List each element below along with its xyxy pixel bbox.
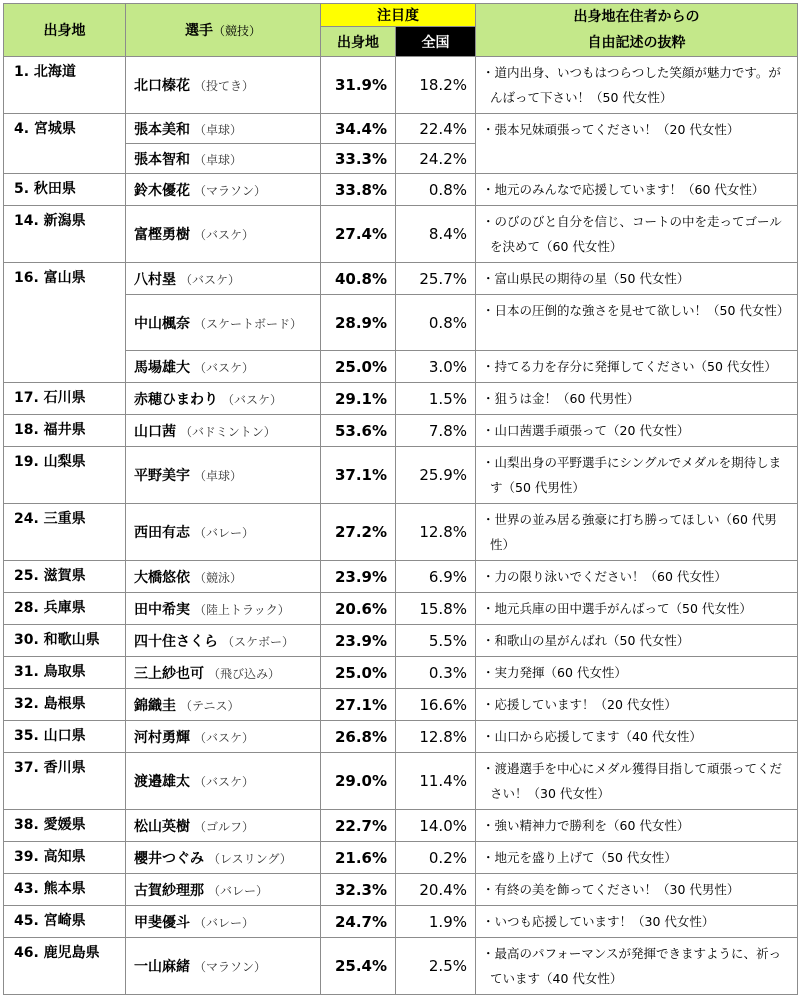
local-rate: 33.3% [321,144,396,174]
local-rate: 22.7% [321,810,396,842]
athlete-sport: （バスケ） [222,392,283,407]
comment-cell [476,625,798,657]
athlete-cell [126,57,321,114]
comment-text: ・実力発揮（60 代女性） [482,665,627,680]
comment-text: ・世界の並み居る強豪に打ち勝ってほしい（60 代男性） [482,512,777,552]
athlete-cell [126,721,321,753]
athlete-cell [126,415,321,447]
athlete-cell [126,263,321,295]
prefecture-cell: 30. 和歌山県 [4,625,126,657]
comment-text: ・渡邉選手を中心にメダル獲得目指して頑張ってください！（30 代女性） [482,761,783,801]
comment-cell [476,114,798,174]
table-row [4,114,798,144]
table-row [4,447,798,504]
local-rate: 31.9% [321,57,396,114]
table-row [4,206,798,263]
comment-cell [476,842,798,874]
national-rate: 7.8% [396,415,476,447]
athlete-sport: （陸上トラック） [194,602,290,617]
athlete-name: 山口茜 [134,423,176,440]
comment-cell [476,689,798,721]
local-rate: 20.6% [321,593,396,625]
comment-cell [476,351,798,383]
comment-cell [476,753,798,810]
national-rate: 18.2% [396,57,476,114]
prefecture-cell: 4. 宮城県 [4,114,126,174]
athlete-sport: （バスケ） [194,228,255,242]
comment-text: ・応援しています！（20 代女性） [482,697,677,712]
local-rate: 53.6% [321,415,396,447]
header-athlete: 選手（競技） [126,4,321,57]
athlete-cell [126,144,321,174]
national-rate: 2.5% [396,938,476,995]
athlete-sport: （スケボー） [222,634,295,649]
national-rate: 15.8% [396,593,476,625]
athlete-cell [126,689,321,721]
athlete-sport: （レスリング） [208,851,292,866]
prefecture-cell: 16. 富山県 [4,263,126,383]
athlete-sport: （バドミントン） [180,424,276,439]
table-row [4,721,798,753]
header-comment: 出身地在住者からの 自由記述の抜粋 [476,4,798,57]
comment-text: ・和歌山の星がんばれ（50 代女性） [482,633,690,648]
national-rate: 3.0% [396,351,476,383]
athlete-cell [126,174,321,206]
athlete-sport: （競泳） [194,570,243,585]
athlete-cell [126,114,321,144]
comment-cell [476,295,798,351]
comment-cell [476,263,798,295]
national-rate: 11.4% [396,753,476,810]
athlete-name: 鈴木優花 [134,182,190,199]
athlete-cell [126,561,321,593]
table-row [4,57,798,114]
local-rate: 25.4% [321,938,396,995]
table-row [4,689,798,721]
athlete-sport: （ゴルフ） [194,819,255,834]
national-rate: 20.4% [396,874,476,906]
athlete-sport: （投てき） [194,79,255,93]
athlete-sport: （バスケ） [194,730,255,745]
prefecture-cell: 38. 愛媛県 [4,810,126,842]
prefecture-cell: 45. 宮崎県 [4,906,126,938]
athlete-name: 張本美和 [134,121,190,138]
prefecture-cell: 32. 島根県 [4,689,126,721]
athlete-cell [126,351,321,383]
comment-text: ・地元のみんなで応援しています！（60 代女性） [482,182,765,197]
athlete-cell [126,295,321,351]
prefecture-cell: 5. 秋田県 [4,174,126,206]
local-rate: 25.0% [321,351,396,383]
local-rate: 29.0% [321,753,396,810]
comment-text: ・強い精神力で勝利を（60 代女性） [482,818,690,833]
athlete-name: 大橋悠依 [134,569,190,586]
athlete-cell [126,504,321,561]
national-rate: 25.9% [396,447,476,504]
national-rate: 8.4% [396,206,476,263]
local-rate: 23.9% [321,561,396,593]
table-row [4,415,798,447]
national-rate: 14.0% [396,810,476,842]
athlete-name: 富樫勇樹 [134,227,190,243]
prefecture-cell: 31. 鳥取県 [4,657,126,689]
local-rate: 27.1% [321,689,396,721]
athlete-name: 松山英樹 [134,818,190,835]
athlete-cell [126,447,321,504]
comment-text: ・富山県民の期待の星（50 代女性） [482,271,690,286]
table-row [4,810,798,842]
comment-cell [476,174,798,206]
comment-text: ・最高のパフォーマンスが発揮できますように、祈っています（40 代女性） [482,946,782,986]
local-rate: 23.9% [321,625,396,657]
national-rate: 0.8% [396,295,476,351]
local-rate: 26.8% [321,721,396,753]
athlete-sport: （マラソン） [194,960,267,974]
comment-text: ・有終の美を飾ってください！（30 代男性） [482,882,740,897]
table-row [4,561,798,593]
header-attention: 注目度 [321,4,476,27]
comment-text: ・山口から応援してます（40 代女性） [482,729,702,744]
national-rate: 12.8% [396,721,476,753]
prefecture-cell: 43. 熊本県 [4,874,126,906]
header-birthplace: 出身地 [4,4,126,57]
comment-text: ・いつも応援しています！（30 代女性） [482,914,715,929]
table-row [4,383,798,415]
athlete-name: 平野美宇 [134,468,190,484]
table-row [4,593,798,625]
athlete-sport: （バスケ） [194,775,255,789]
prefecture-cell: 35. 山口県 [4,721,126,753]
table-row [4,174,798,206]
local-rate: 37.1% [321,447,396,504]
comment-cell [476,874,798,906]
comment-text: ・日本の圧倒的な強さを見せて欲しい！（50 代女性） [482,303,790,318]
prefecture-cell: 14. 新潟県 [4,206,126,263]
athlete-sport: （飛び込み） [208,666,281,681]
local-rate: 34.4% [321,114,396,144]
comment-cell [476,938,798,995]
comment-cell [476,721,798,753]
athlete-sport: （バレー） [208,883,269,898]
local-rate: 27.4% [321,206,396,263]
local-rate: 40.8% [321,263,396,295]
comment-text: ・山梨出身の平野選手にシングルでメダルを期待します（50 代男性） [482,455,782,495]
athlete-cell [126,753,321,810]
header-local: 出身地 [321,27,396,57]
comment-text: ・道内出身、いつもはつらつした笑顔が魅力です。がんばって下さい！（50 代女性） [482,65,781,105]
local-rate: 27.2% [321,504,396,561]
athlete-name: 錦織圭 [134,697,176,714]
table-row [4,504,798,561]
athlete-cell [126,810,321,842]
national-rate: 6.9% [396,561,476,593]
athlete-cell [126,906,321,938]
prefecture-cell: 46. 鹿児島県 [4,938,126,995]
table-row [4,842,798,874]
athlete-name: 甲斐優斗 [134,914,190,931]
athlete-name: 中山楓奈 [134,315,190,332]
athlete-sport: （スケートボード） [194,316,303,331]
prefecture-cell: 39. 高知県 [4,842,126,874]
table-row [4,263,798,295]
local-rate: 32.3% [321,874,396,906]
comment-cell [476,206,798,263]
local-rate: 24.7% [321,906,396,938]
national-rate: 25.7% [396,263,476,295]
table-row [4,657,798,689]
table-row [4,625,798,657]
athlete-sport: （卓球） [194,152,243,167]
athlete-name: 河村勇輝 [134,729,190,746]
athlete-sport: （バスケ） [194,360,255,375]
comment-text: ・張本兄妹頑張ってください！（20 代女性） [482,122,740,137]
athlete-sport: （バスケ） [180,272,241,287]
prefecture-cell: 17. 石川県 [4,383,126,415]
comment-cell [476,810,798,842]
comment-text: ・地元を盛り上げて（50 代女性） [482,850,677,865]
table-row [4,906,798,938]
national-rate: 16.6% [396,689,476,721]
athlete-cell [126,842,321,874]
athlete-name: 古賀紗理那 [134,882,204,899]
national-rate: 5.5% [396,625,476,657]
comment-cell [476,415,798,447]
local-rate: 29.1% [321,383,396,415]
table-row [4,753,798,810]
athlete-name: 西田有志 [134,525,190,541]
athlete-name: 張本智和 [134,151,190,168]
athlete-cell [126,206,321,263]
athlete-name: 三上紗也可 [134,665,204,682]
prefecture-cell: 24. 三重県 [4,504,126,561]
local-rate: 21.6% [321,842,396,874]
athlete-sport: （卓球） [194,122,243,137]
national-rate: 12.8% [396,504,476,561]
comment-cell [476,57,798,114]
athlete-name: 北口榛花 [134,78,190,94]
survey-table [3,3,798,995]
comment-text: ・地元兵庫の田中選手がんばって（50 代女性） [482,601,752,616]
athlete-cell [126,874,321,906]
athlete-name: 四十住さくら [134,633,218,650]
comment-text: ・山口茜選手頑張って（20 代女性） [482,423,690,438]
header-national: 全国 [396,27,476,57]
comment-cell [476,593,798,625]
athlete-cell [126,383,321,415]
national-rate: 1.9% [396,906,476,938]
prefecture-cell: 25. 滋賀県 [4,561,126,593]
prefecture-cell: 1. 北海道 [4,57,126,114]
prefecture-cell: 18. 福井県 [4,415,126,447]
athlete-name: 八村塁 [134,271,176,288]
prefecture-cell: 28. 兵庫県 [4,593,126,625]
comment-cell [476,504,798,561]
comment-cell [476,561,798,593]
local-rate: 25.0% [321,657,396,689]
comment-text: ・持てる力を存分に発揮してください（50 代女性） [482,359,777,374]
athlete-name: 馬場雄大 [134,359,190,376]
athlete-sport: （マラソン） [194,183,267,198]
national-rate: 22.4% [396,114,476,144]
local-rate: 28.9% [321,295,396,351]
athlete-name: 田中希実 [134,601,190,618]
athlete-name: 渡邉雄太 [134,774,190,790]
athlete-cell [126,593,321,625]
athlete-sport: （バレー） [194,526,255,540]
national-rate: 0.2% [396,842,476,874]
national-rate: 0.3% [396,657,476,689]
national-rate: 0.8% [396,174,476,206]
table-row [4,874,798,906]
table-row [4,938,798,995]
athlete-name: 櫻井つぐみ [134,850,204,867]
comment-text: ・のびのびと自分を信じ、コートの中を走ってゴールを決めて（60 代女性） [482,214,782,254]
national-rate: 1.5% [396,383,476,415]
athlete-name: 赤穂ひまわり [134,391,218,408]
national-rate: 24.2% [396,144,476,174]
athlete-sport: （卓球） [194,469,243,483]
athlete-cell [126,938,321,995]
athlete-cell [126,657,321,689]
comment-text: ・力の限り泳いでください！（60 代女性） [482,569,727,584]
athlete-cell [126,625,321,657]
prefecture-cell: 19. 山梨県 [4,447,126,504]
comment-cell [476,906,798,938]
comment-cell [476,383,798,415]
comment-cell [476,657,798,689]
local-rate: 33.8% [321,174,396,206]
athlete-sport: （バレー） [194,915,255,930]
athlete-name: 一山麻緒 [134,959,190,975]
prefecture-cell: 37. 香川県 [4,753,126,810]
comment-text: ・狙うは金！（60 代男性） [482,391,640,406]
comment-cell [476,447,798,504]
athlete-sport: （テニス） [180,698,240,713]
